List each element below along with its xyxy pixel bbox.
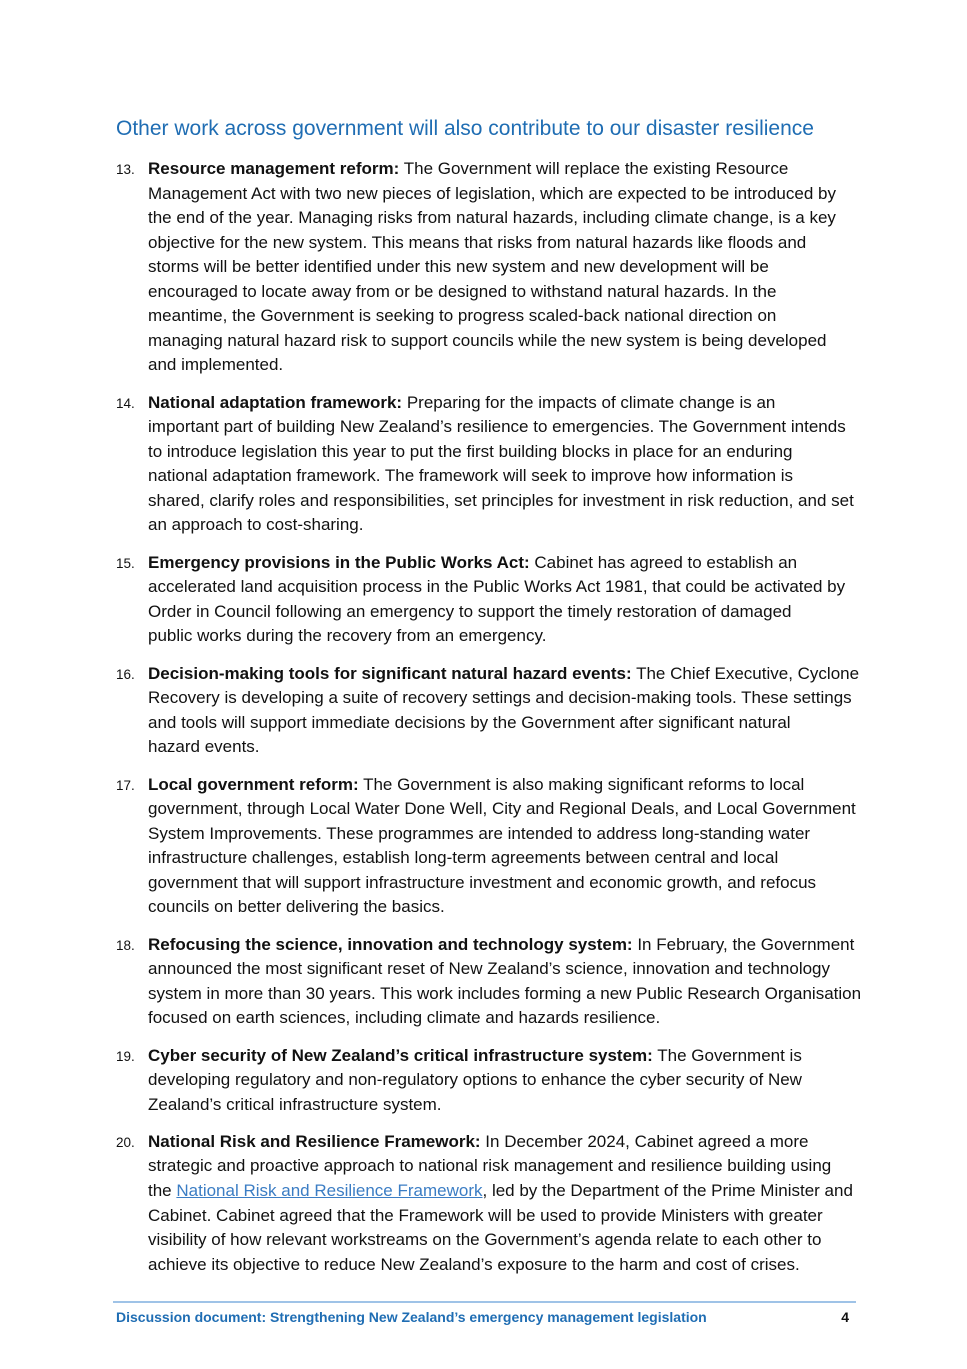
item-body-before-link: In December 2024, Cabinet agreed a more strategic and proactive approach to national risk management and resilience building using the [148,1131,832,1201]
item-number: 19. [116,1048,135,1064]
footer-document-title: Discussion document: Strengthening New Zealand’s emergency management legislation [116,1309,707,1325]
item-number: 17. [116,777,135,793]
item-number: 15. [116,555,135,571]
item-term: National Risk and Resilience Framework: [148,1131,481,1151]
list-item [116,1044,876,1118]
list-item [116,157,876,378]
item-text [148,157,876,378]
page-footer [113,1301,856,1327]
item-number: 18. [116,937,135,953]
section-heading: Other work across government will also contribute to our disaster resilience [116,117,814,140]
item-body-after-link: , led by the Department of the Prime Minister and Cabinet. Cabinet agreed that the Framework will be used to provide Ministers with greater visibility of how relevant workstreams on the Government’s agenda relate to each other to achieve its objective to reduce New Zealand’s exposure to the harm and cost of crises. [148,1181,853,1274]
list-item [116,773,876,920]
item-text [148,1130,876,1277]
item-term: Resource management reform: [148,159,400,178]
item-number: 20. [116,1134,135,1150]
item-term: Cyber security of New Zealand’s critical infrastructure system: [148,1045,653,1065]
item-term: Emergency provisions in the Public Works Act: [148,552,530,572]
page-number: 4 [841,1309,849,1325]
item-term: National adaptation framework: [148,392,403,412]
document-content [116,116,876,1290]
item-text [148,391,876,538]
list-item [116,391,876,538]
item-number: 16. [116,666,135,682]
list-item [116,551,876,649]
item-text [148,551,876,649]
list-item [116,1130,876,1277]
national-risk-framework-link[interactable]: National Risk and Resilience Framework [176,1181,483,1201]
item-body: The Chief Executive, Cyclone Recovery is developing a suite of recovery settings and decision-making tools. These settings and tools will support immediate decisions by the Government after significant natural hazard events. [148,663,860,757]
item-body: Preparing for the impacts of climate change is an important part of building New Zealand’s resilience to emergencies. The Government intends to introduce legislation this year to put the first building blocks in place for an enduring national adaptation framework. The framework will seek to improve how information is shared, clarify roles and responsibilities, set principles for investment in risk reduction, and set an approach to cost-sharing. [148,392,854,535]
item-number: 14. [116,395,135,411]
item-body: The Government is developing regulatory and non-regulatory options to enhance the cyber security of New Zealand’s critical infrastructure system. [148,1045,802,1114]
item-text [148,1044,876,1118]
item-number: 13. [116,162,135,177]
item-text [148,933,876,1031]
list-item [116,662,876,760]
item-term: Decision-making tools for significant natural hazard events: [148,663,632,683]
item-term: Refocusing the science, innovation and technology system: [148,934,633,954]
item-body: The Government will replace the existing Resource Management Act with two new pieces of legislation, which are expected to be introduced by the end of the year. Managing risks from natural hazards, including climate change, is a key objective for the new system. This means that risks from natural hazards like floods and storms will be better identified under this new system and new development will be encouraged to locate away from or be designed to withstand natural hazards. In the meantime, the Government is seeking to progress scaled-back national direction on managing natural hazard risk to support councils while the new system is being developed and implemented. [148,159,836,375]
item-text [148,662,876,760]
item-text [148,773,876,920]
item-term: Local government reform: [148,774,359,794]
list-item [116,933,876,1031]
item-body: In February, the Government announced the most significant reset of New Zealand’s science, innovation and technology system in more than 30 years. This work includes forming a new Public Research Organisation focused on earth sciences, including climate and hazards resilience. [148,934,862,1028]
item-body: Cabinet has agreed to establish an accelerated land acquisition process in the Public Works Act 1981, that could be activated by Order in Council following an emergency to support the timely restoration of damaged public works during the recovery from an emergency. [148,552,846,646]
item-body: The Government is also making significant reforms to local government, through Local Water Done Well, City and Regional Deals, and Local Government System Improvements. These programmes are intended to address long-standing water infrastructure challenges, establish long-term agreements between central and local government that will support infrastructure investment and economic growth, and refocus councils on better delivering the basics. [148,774,856,917]
